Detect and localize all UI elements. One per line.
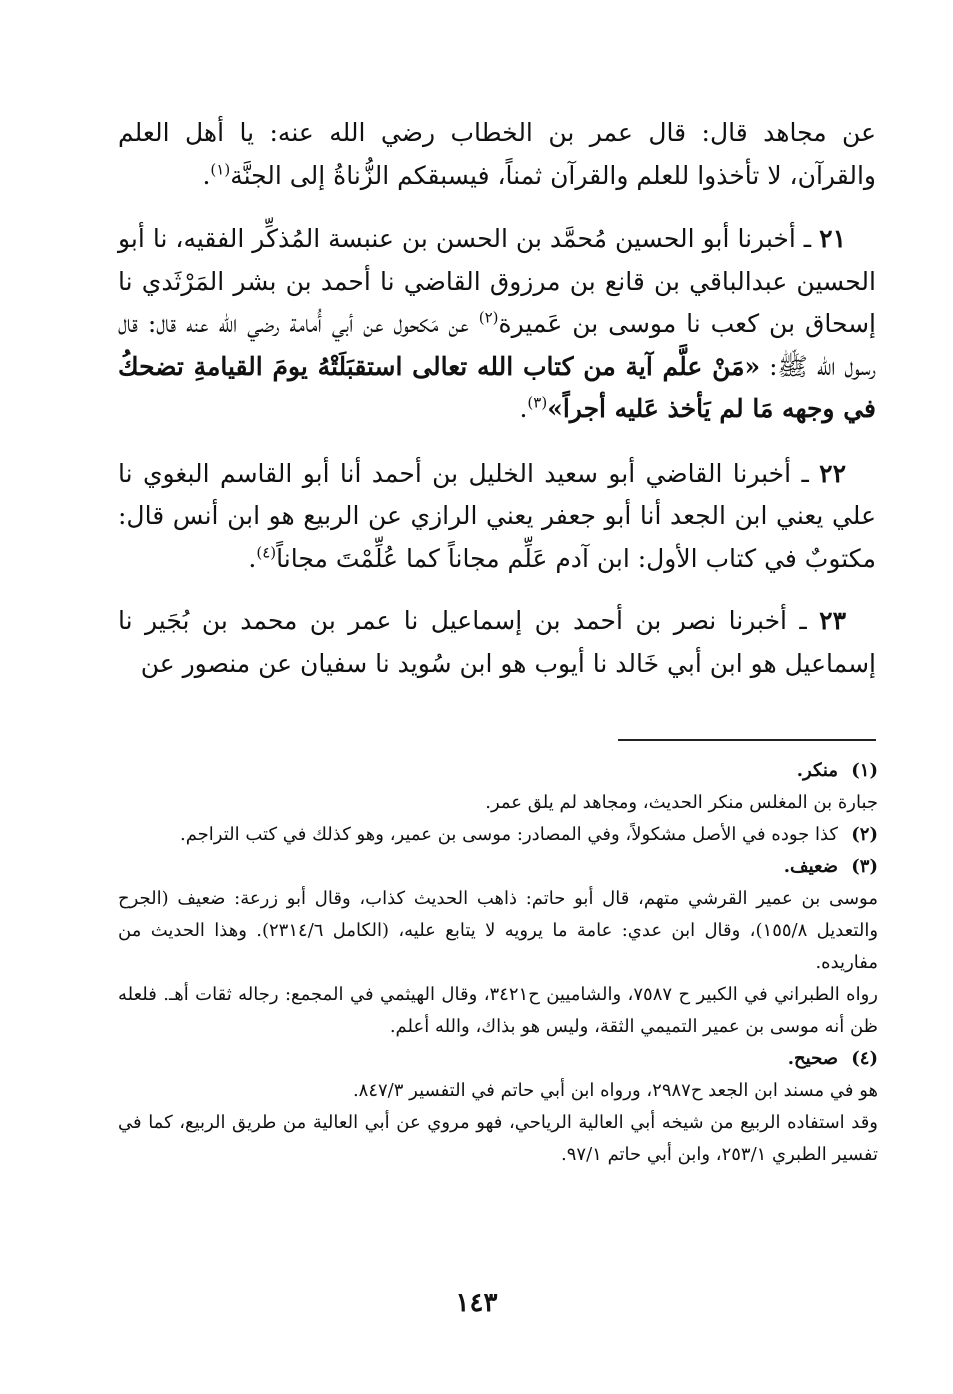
footnote-number: (٤) <box>851 1048 878 1069</box>
footnote-3: (٣)ضعيف. موسى بن عمير القرشي متهم، قال أبو حاتم: ذاهب الحديث كذاب، وقال أبو زرعة: ضعيف (الجرح والتعديل ١٥٥/٨)، وقال ابن عدي: عامة ما يرويه لا يتابع عليه، (الكامل ٢٣١٤/٦). وهذا الحديث من مفاريده. رواه الطبراني في الكبير ح ٧٥٨٧، والشاميين ح٣٤٢١، وقال الهيثمي في المجمع: رجاله ثقات أهـ. فلعله ظن أنه موسى بن عمير التميمي الثقة، وليس هو بذاك، والله أعلم. <box>118 851 878 1043</box>
main-text <box>118 112 876 685</box>
hadith-number: ٢١ <box>819 224 846 253</box>
footnote-number: (٣) <box>851 856 878 877</box>
paragraph-intro: عن مجاهد قال: قال عمر بن الخطاب رضي الله عنه: يا أهل العلم والقرآن، لا تأخذوا للعلم والقرآن ثمناً، فيسبقكم الزُّناةُ إلى الجنَّة$^{(١)}$. <box>118 118 876 190</box>
footnote-4: (٤)صحيح. هو في مسند ابن الجعد ح٢٩٨٧، ورواه ابن أبي حاتم في التفسير ٨٤٧/٣. وقد استفاده الربيع من شيخه أبي العالية الرياحي، فهو مروي عن أبي العالية من طريق الربيع، كما في تفسير الطبري ٢٥٣/١، وابن أبي حاتم ٩٧/١. <box>118 1043 878 1171</box>
footnote-separator <box>618 739 876 741</box>
footnote-verdict: صحيح. <box>787 1048 838 1069</box>
footnote-ref-1[interactable]: (١) <box>210 160 231 179</box>
footnote-ref-3[interactable]: (٣) <box>527 393 548 412</box>
footnotes <box>118 755 878 1171</box>
footnote-number: (١) <box>851 760 878 781</box>
hadith-21: ٢١ ـ أخبرنا أبو الحسين مُحمَّد بن الحسن بن عنبسة المُذكِّر الفقيه، نا أبو الحسين عبدالباقي بن قانع بن مرزوق القاضي نا أحمد بن بشر المَرْثَدي نا إسحاق بن كعب نا موسى بن عَميرة$^{(٢)}$ عن مَكحول عن أبي أُمامة رضي الله عنه قال: قال رسول اللّه ﷺ: «مَنْ علَّم آية من كتاب الله تعالى استقبَلَتْهُ يومَ القيامةِ تضحكُ في وجهه مَا لم يَأخذ عَليه أجراً»$^{(٣)}$. <box>118 224 876 423</box>
footnote-number: (٢) <box>851 824 878 845</box>
hadith-number: ٢٣ <box>819 606 846 635</box>
footnote-ref-2[interactable]: (٢) <box>478 308 499 327</box>
footnote-2: (٢) كذا جوده في الأصل مشكولاً، وفي المصادر: موسى بن عمير، وهو كذلك في كتب التراجم. <box>118 819 878 851</box>
page-number: ١٤٣ <box>455 1288 498 1318</box>
prophetic-saying: «مَنْ علَّم آية من كتاب الله تعالى استقبَلَتْهُ يومَ القيامةِ تضحكُ في وجهه مَا لم يَأخذ عَليه أجراً» <box>118 351 876 423</box>
hadith-22: ٢٢ ـ أخبرنا القاضي أبو سعيد الخليل بن أحمد أنا أبو القاسم البغوي نا علي يعني ابن الجعد أنا أبو جعفر يعني الرازي عن الربيع هو ابن أنس قال: مكتوبٌ في كتاب الأول: ابن آدم عَلِّم مجاناً كما عُلِّمْتَ مجاناً$^{(٤)}$. <box>118 458 876 573</box>
footnote-1: (١)منكر. جبارة بن المغلس منكر الحديث، ومجاهد لم يلق عمر. <box>118 755 878 819</box>
hadith-number: ٢٢ <box>819 458 846 488</box>
footnote-ref-4[interactable]: (٤) <box>256 543 277 562</box>
footnote-verdict: ضعيف. <box>783 856 838 877</box>
hadith-23: ٢٣ ـ أخبرنا نصر بن أحمد بن إسماعيل نا عمر بن محمد بن بُجَير نا إسماعيل هو ابن أبي خَالد نا أيوب هو ابن سُويد نا سفيان عن منصور عن <box>118 606 876 678</box>
footnote-verdict: منكر. <box>796 760 838 781</box>
